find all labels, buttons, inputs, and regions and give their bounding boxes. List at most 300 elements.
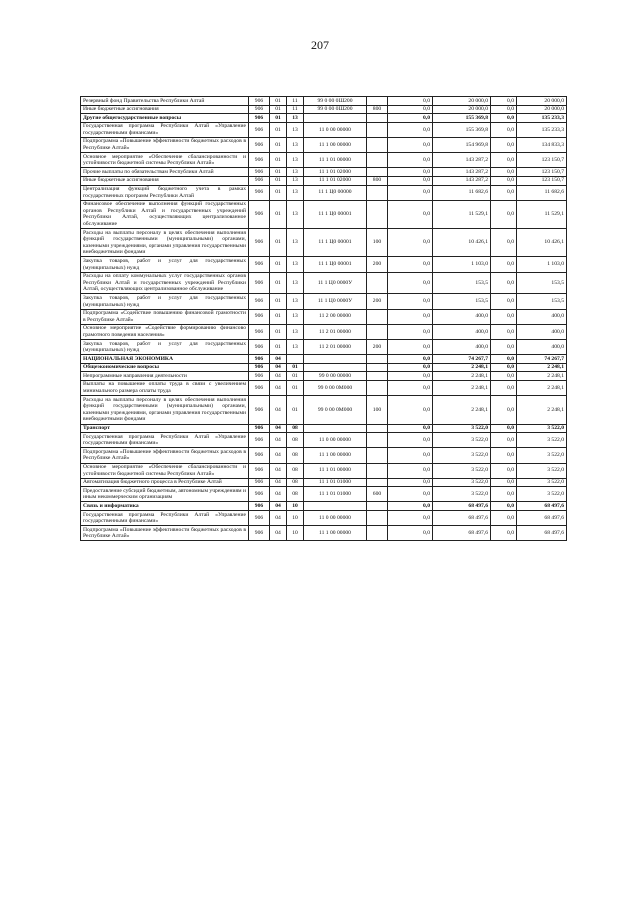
table-row [81,200,567,228]
row-name-cell: Расходы на выплаты персоналу в целях обеспечения выполнения функций государственными (муниципальными) органами, казенными учреждениями, органами управления государственными внебюджетными фондами [81,396,249,424]
row-subsection-cell: 08 [287,487,304,502]
row-target-cell: 11 2 01 00000 [304,340,367,355]
table-row [81,153,567,168]
row-value-2-cell: 3 522,0 [433,463,491,478]
row-value-3-cell: 0,0 [491,396,517,424]
row-code-cell: 906 [249,511,270,526]
row-expense-type-cell [367,168,388,177]
row-value-1-cell: 0,0 [388,372,433,381]
row-value-4-cell: 135 233,3 [517,114,567,123]
row-value-3-cell: 0,0 [491,153,517,168]
row-value-1-cell: 0,0 [388,122,433,137]
row-value-1-cell: 0,0 [388,478,433,487]
row-section-cell: 01 [270,309,287,324]
row-value-1-cell: 0,0 [388,433,433,448]
row-target-cell: 99 0 00 0М000 [304,396,367,424]
row-target-cell: 99 0 00 0Ш200 [304,97,367,106]
row-target-cell: 11 1 01 00000 [304,153,367,168]
row-name-cell: Транспорт [81,424,249,433]
row-value-1-cell: 0,0 [388,153,433,168]
row-subsection-cell: 13 [287,229,304,257]
row-value-3-cell: 0,0 [491,105,517,114]
row-name-cell: Подпрограмма «Повышение эффективности бюджетных расходов в Республике Алтай» [81,526,249,541]
row-subsection-cell [287,355,304,364]
row-code-cell: 906 [249,355,270,364]
row-subsection-cell: 10 [287,526,304,541]
table-row [81,272,567,294]
row-expense-type-cell: 200 [367,340,388,355]
row-subsection-cell: 08 [287,424,304,433]
row-value-2-cell: 153,5 [433,294,491,309]
row-code-cell: 906 [249,185,270,200]
row-expense-type-cell [367,448,388,463]
row-subsection-cell: 10 [287,511,304,526]
row-name-cell: Выплаты на повышение оплаты труда в связи с увеличением минимального размера оплаты труда [81,380,249,395]
row-value-3-cell: 0,0 [491,380,517,395]
table-row [81,168,567,177]
row-name-cell: Основное мероприятие «Содействие формированию финансово грамотного поведения населения» [81,324,249,339]
row-subsection-cell: 13 [287,168,304,177]
row-section-cell: 01 [270,122,287,137]
row-subsection-cell: 13 [287,122,304,137]
row-value-4-cell: 2 248,1 [517,363,567,372]
row-value-3-cell: 0,0 [491,294,517,309]
page-number: 207 [311,38,329,52]
row-value-4-cell: 400,0 [517,309,567,324]
row-section-cell: 04 [270,424,287,433]
row-value-1-cell: 0,0 [388,200,433,228]
row-target-cell: 99 0 00 0М000 [304,380,367,395]
row-target-cell [304,363,367,372]
row-target-cell: 11 0 00 00000 [304,433,367,448]
row-target-cell: 11 1 Ц0 00000 [304,185,367,200]
table-row [81,122,567,137]
row-expense-type-cell: 600 [367,487,388,502]
row-value-2-cell: 74 267,7 [433,355,491,364]
row-expense-type-cell [367,363,388,372]
row-section-cell: 01 [270,97,287,106]
row-value-2-cell: 143 287,2 [433,153,491,168]
row-section-cell: 01 [270,153,287,168]
row-value-2-cell: 1 103,0 [433,257,491,272]
row-section-cell: 01 [270,200,287,228]
row-expense-type-cell: 200 [367,257,388,272]
row-expense-type-cell: 800 [367,105,388,114]
row-expense-type-cell [367,511,388,526]
table-row [81,324,567,339]
row-value-4-cell: 20 000,0 [517,105,567,114]
row-value-1-cell: 0,0 [388,105,433,114]
row-expense-type-cell [367,309,388,324]
row-name-cell: Подпрограмма «Повышение эффективности бюджетных расходов в Республике Алтай» [81,448,249,463]
row-target-cell: 11 1 00 00000 [304,448,367,463]
row-target-cell: 11 1 Ц0 0000У [304,272,367,294]
row-value-3-cell: 0,0 [491,372,517,381]
table-row [81,463,567,478]
row-value-4-cell: 153,5 [517,272,567,294]
row-value-4-cell: 3 522,0 [517,424,567,433]
row-code-cell: 906 [249,229,270,257]
row-value-1-cell: 0,0 [388,502,433,511]
row-name-cell: Закупка товаров, работ и услуг для государственных (муниципальных) нужд [81,257,249,272]
row-section-cell: 01 [270,257,287,272]
row-subsection-cell: 13 [287,257,304,272]
row-section-cell: 04 [270,502,287,511]
row-subsection-cell: 13 [287,309,304,324]
row-section-cell: 01 [270,324,287,339]
row-name-cell: Связь и информатика [81,502,249,511]
table-row [81,257,567,272]
row-name-cell: Расходы на выплаты персоналу в целях обеспечения выполнения функций государственными (муниципальными) органами, казенными учреждениями, органами управления государственными внебюджетными фондами [81,229,249,257]
row-value-3-cell: 0,0 [491,340,517,355]
row-name-cell: НАЦИОНАЛЬНАЯ ЭКОНОМИКА [81,355,249,364]
row-value-1-cell: 0,0 [388,424,433,433]
row-subsection-cell: 13 [287,340,304,355]
row-value-1-cell: 0,0 [388,363,433,372]
row-expense-type-cell [367,355,388,364]
row-expense-type-cell: 100 [367,396,388,424]
row-value-2-cell: 153,5 [433,272,491,294]
row-value-4-cell: 68 497,6 [517,502,567,511]
row-code-cell: 906 [249,487,270,502]
table-body [81,97,567,541]
row-value-4-cell: 3 522,0 [517,487,567,502]
row-target-cell [304,355,367,364]
row-value-4-cell: 400,0 [517,324,567,339]
row-value-3-cell: 0,0 [491,511,517,526]
row-code-cell: 906 [249,380,270,395]
table-row [81,294,567,309]
row-code-cell: 906 [249,257,270,272]
row-name-cell: Государственная программа Республики Алтай «Управление государственными финансами» [81,433,249,448]
row-code-cell: 906 [249,424,270,433]
row-value-2-cell: 400,0 [433,324,491,339]
row-target-cell: 11 0 00 00000 [304,122,367,137]
row-target-cell [304,502,367,511]
row-expense-type-cell: 200 [367,294,388,309]
row-name-cell: Централизация функций бюджетного учета в рамках государственных программ Республики Алтай [81,185,249,200]
row-value-2-cell: 11 529,1 [433,200,491,228]
row-target-cell: 11 1 01 02000 [304,168,367,177]
row-expense-type-cell [367,200,388,228]
table-row [81,105,567,114]
row-value-3-cell: 0,0 [491,200,517,228]
row-section-cell: 01 [270,105,287,114]
row-value-3-cell: 0,0 [491,272,517,294]
row-value-4-cell: 74 267,7 [517,355,567,364]
row-section-cell: 04 [270,372,287,381]
row-subsection-cell: 13 [287,114,304,123]
row-value-4-cell: 2 248,1 [517,372,567,381]
row-value-4-cell: 11 529,1 [517,200,567,228]
row-value-3-cell: 0,0 [491,448,517,463]
row-target-cell: 11 1 00 00000 [304,137,367,152]
row-section-cell: 01 [270,114,287,123]
row-expense-type-cell [367,463,388,478]
row-name-cell: Закупка товаров, работ и услуг для государственных (муниципальных) нужд [81,340,249,355]
row-section-cell: 04 [270,487,287,502]
row-subsection-cell: 11 [287,105,304,114]
row-value-1-cell: 0,0 [388,97,433,106]
row-value-1-cell: 0,0 [388,176,433,185]
row-value-3-cell: 0,0 [491,176,517,185]
row-expense-type-cell [367,526,388,541]
row-subsection-cell: 11 [287,97,304,106]
row-section-cell: 01 [270,137,287,152]
row-value-2-cell: 20 000,0 [433,97,491,106]
table-row [81,478,567,487]
table-row [81,396,567,424]
row-value-2-cell: 3 522,0 [433,478,491,487]
row-value-4-cell: 20 000,0 [517,97,567,106]
table-row [81,309,567,324]
row-value-2-cell: 20 000,0 [433,105,491,114]
row-value-3-cell: 0,0 [491,168,517,177]
row-code-cell: 906 [249,363,270,372]
table-row [81,114,567,123]
row-value-2-cell: 3 522,0 [433,424,491,433]
row-subsection-cell: 13 [287,153,304,168]
row-value-4-cell: 3 522,0 [517,478,567,487]
row-target-cell [304,424,367,433]
row-subsection-cell: 01 [287,396,304,424]
row-target-cell: 11 2 00 00000 [304,309,367,324]
row-code-cell: 906 [249,340,270,355]
table-row [81,380,567,395]
row-value-1-cell: 0,0 [388,257,433,272]
table-row [81,433,567,448]
table-row [81,448,567,463]
row-value-2-cell: 2 248,1 [433,372,491,381]
row-value-3-cell: 0,0 [491,324,517,339]
row-value-4-cell: 135 233,3 [517,122,567,137]
row-subsection-cell: 08 [287,478,304,487]
row-subsection-cell: 01 [287,372,304,381]
row-target-cell: 11 1 Ц0 00001 [304,229,367,257]
row-code-cell: 906 [249,526,270,541]
row-expense-type-cell: 100 [367,229,388,257]
row-code-cell: 906 [249,324,270,339]
row-expense-type-cell [367,324,388,339]
row-value-2-cell: 400,0 [433,309,491,324]
table-row [81,372,567,381]
row-subsection-cell: 10 [287,502,304,511]
row-subsection-cell: 13 [287,324,304,339]
row-value-3-cell: 0,0 [491,229,517,257]
row-subsection-cell: 13 [287,185,304,200]
row-expense-type-cell [367,380,388,395]
row-name-cell: Основное мероприятие «Обеспечение сбалансированности и устойчивости бюджетной системы Республики Алтай» [81,153,249,168]
row-name-cell: Другие общегосударственные вопросы [81,114,249,123]
row-value-4-cell: 68 497,6 [517,511,567,526]
row-target-cell: 11 1 00 00000 [304,526,367,541]
table-row [81,176,567,185]
row-target-cell: 11 2 01 00000 [304,324,367,339]
table-row [81,511,567,526]
row-value-4-cell: 2 248,1 [517,380,567,395]
row-value-2-cell: 68 497,6 [433,511,491,526]
row-value-2-cell: 3 522,0 [433,448,491,463]
row-target-cell: 99 0 00 00000 [304,372,367,381]
row-value-4-cell: 123 150,7 [517,153,567,168]
row-value-3-cell: 0,0 [491,424,517,433]
row-expense-type-cell [367,372,388,381]
row-target-cell: 11 1 01 01000 [304,478,367,487]
row-code-cell: 906 [249,272,270,294]
row-expense-type-cell [367,433,388,448]
row-value-3-cell: 0,0 [491,114,517,123]
row-value-2-cell: 10 426,1 [433,229,491,257]
row-subsection-cell: 13 [287,200,304,228]
row-subsection-cell: 13 [287,137,304,152]
row-code-cell: 906 [249,97,270,106]
row-value-2-cell: 2 248,1 [433,396,491,424]
row-value-2-cell: 68 497,6 [433,526,491,541]
row-target-cell [304,114,367,123]
row-code-cell: 906 [249,448,270,463]
row-subsection-cell: 01 [287,380,304,395]
row-code-cell: 906 [249,122,270,137]
row-value-4-cell: 2 248,1 [517,396,567,424]
row-value-4-cell: 11 682,6 [517,185,567,200]
row-target-cell: 11 0 00 00000 [304,511,367,526]
row-value-4-cell: 3 522,0 [517,433,567,448]
row-value-2-cell: 143 287,2 [433,176,491,185]
row-value-2-cell: 3 522,0 [433,433,491,448]
row-value-3-cell: 0,0 [491,137,517,152]
row-subsection-cell: 08 [287,433,304,448]
row-expense-type-cell [367,424,388,433]
row-expense-type-cell [367,185,388,200]
row-code-cell: 906 [249,137,270,152]
row-value-3-cell: 0,0 [491,526,517,541]
row-value-3-cell: 0,0 [491,97,517,106]
row-expense-type-cell [367,272,388,294]
row-value-4-cell: 1 103,0 [517,257,567,272]
row-subsection-cell: 08 [287,463,304,478]
row-section-cell: 04 [270,433,287,448]
row-value-1-cell: 0,0 [388,272,433,294]
row-name-cell: Иные бюджетные ассигнования [81,105,249,114]
row-code-cell: 906 [249,200,270,228]
row-value-3-cell: 0,0 [491,502,517,511]
row-name-cell: Непрограммные направления деятельности [81,372,249,381]
table-row [81,424,567,433]
row-subsection-cell: 13 [287,176,304,185]
row-subsection-cell: 08 [287,448,304,463]
row-value-2-cell: 68 497,6 [433,502,491,511]
row-code-cell: 906 [249,372,270,381]
row-name-cell: Подпрограмма «Содействие повышению финансовой грамотности в Республике Алтай» [81,309,249,324]
row-subsection-cell: 01 [287,363,304,372]
row-value-2-cell: 11 682,6 [433,185,491,200]
row-value-1-cell: 0,0 [388,396,433,424]
row-target-cell: 11 1 Ц0 0000У [304,294,367,309]
row-value-1-cell: 0,0 [388,294,433,309]
row-subsection-cell: 13 [287,272,304,294]
row-value-2-cell: 3 522,0 [433,487,491,502]
row-code-cell: 906 [249,294,270,309]
table-row [81,340,567,355]
row-value-1-cell: 0,0 [388,511,433,526]
row-value-2-cell: 155 369,8 [433,114,491,123]
row-expense-type-cell: 800 [367,176,388,185]
budget-table [80,96,567,541]
row-value-1-cell: 0,0 [388,137,433,152]
row-name-cell: Государственная программа Республики Алтай «Управление государственными финансами» [81,511,249,526]
row-value-2-cell: 2 248,1 [433,363,491,372]
row-code-cell: 906 [249,478,270,487]
row-section-cell: 01 [270,272,287,294]
row-section-cell: 01 [270,229,287,257]
row-value-1-cell: 0,0 [388,355,433,364]
table-row [81,502,567,511]
row-target-cell: 11 1 01 02000 [304,176,367,185]
row-value-4-cell: 10 426,1 [517,229,567,257]
row-value-3-cell: 0,0 [491,433,517,448]
row-name-cell: Общеэкономические вопросы [81,363,249,372]
row-subsection-cell: 13 [287,294,304,309]
row-section-cell: 04 [270,448,287,463]
row-name-cell: Государственная программа Республики Алтай «Управление государственными финансами» [81,122,249,137]
row-name-cell: Подпрограмма «Повышение эффективности бюджетных расходов в Республике Алтай» [81,137,249,152]
table-row [81,526,567,541]
table-row [81,229,567,257]
row-name-cell: Автоматизация бюджетного процесса в Республике Алтай [81,478,249,487]
row-value-1-cell: 0,0 [388,340,433,355]
row-name-cell: Основное мероприятие «Обеспечение сбалансированности и устойчивости бюджетной системы Республики Алтай» [81,463,249,478]
row-section-cell: 04 [270,396,287,424]
row-code-cell: 906 [249,176,270,185]
table-row [81,185,567,200]
row-value-1-cell: 0,0 [388,229,433,257]
row-code-cell: 906 [249,396,270,424]
table-row [81,363,567,372]
row-value-3-cell: 0,0 [491,478,517,487]
row-value-4-cell: 68 497,6 [517,526,567,541]
row-code-cell: 906 [249,433,270,448]
row-expense-type-cell [367,153,388,168]
row-value-1-cell: 0,0 [388,324,433,339]
row-expense-type-cell [367,478,388,487]
row-target-cell: 99 0 00 0Ш200 [304,105,367,114]
row-expense-type-cell [367,114,388,123]
table-row [81,97,567,106]
row-target-cell: 11 1 01 00000 [304,463,367,478]
row-expense-type-cell [367,97,388,106]
row-value-2-cell: 400,0 [433,340,491,355]
row-section-cell: 04 [270,355,287,364]
row-value-3-cell: 0,0 [491,355,517,364]
row-code-cell: 906 [249,309,270,324]
row-value-4-cell: 153,5 [517,294,567,309]
row-section-cell: 04 [270,511,287,526]
row-value-4-cell: 400,0 [517,340,567,355]
table-row [81,137,567,152]
row-target-cell: 11 1 Ц0 00001 [304,257,367,272]
row-name-cell: Финансовое обеспечение выполнения функций государственных органов Республики Алтай и государственных учреждений Республики Алтай, осуществляющих централизованное обслуживание [81,200,249,228]
row-value-4-cell: 134 833,3 [517,137,567,152]
row-section-cell: 04 [270,380,287,395]
row-value-4-cell: 3 522,0 [517,463,567,478]
row-value-2-cell: 2 248,1 [433,380,491,395]
row-code-cell: 906 [249,502,270,511]
row-section-cell: 01 [270,185,287,200]
row-expense-type-cell [367,122,388,137]
row-value-3-cell: 0,0 [491,487,517,502]
row-name-cell: Расходы на оплату коммунальных услуг государственных органов Республики Алтай и государственных учреждений Республики Алтай, осуществляющих централизованное обслуживание [81,272,249,294]
row-value-4-cell: 123 150,7 [517,168,567,177]
